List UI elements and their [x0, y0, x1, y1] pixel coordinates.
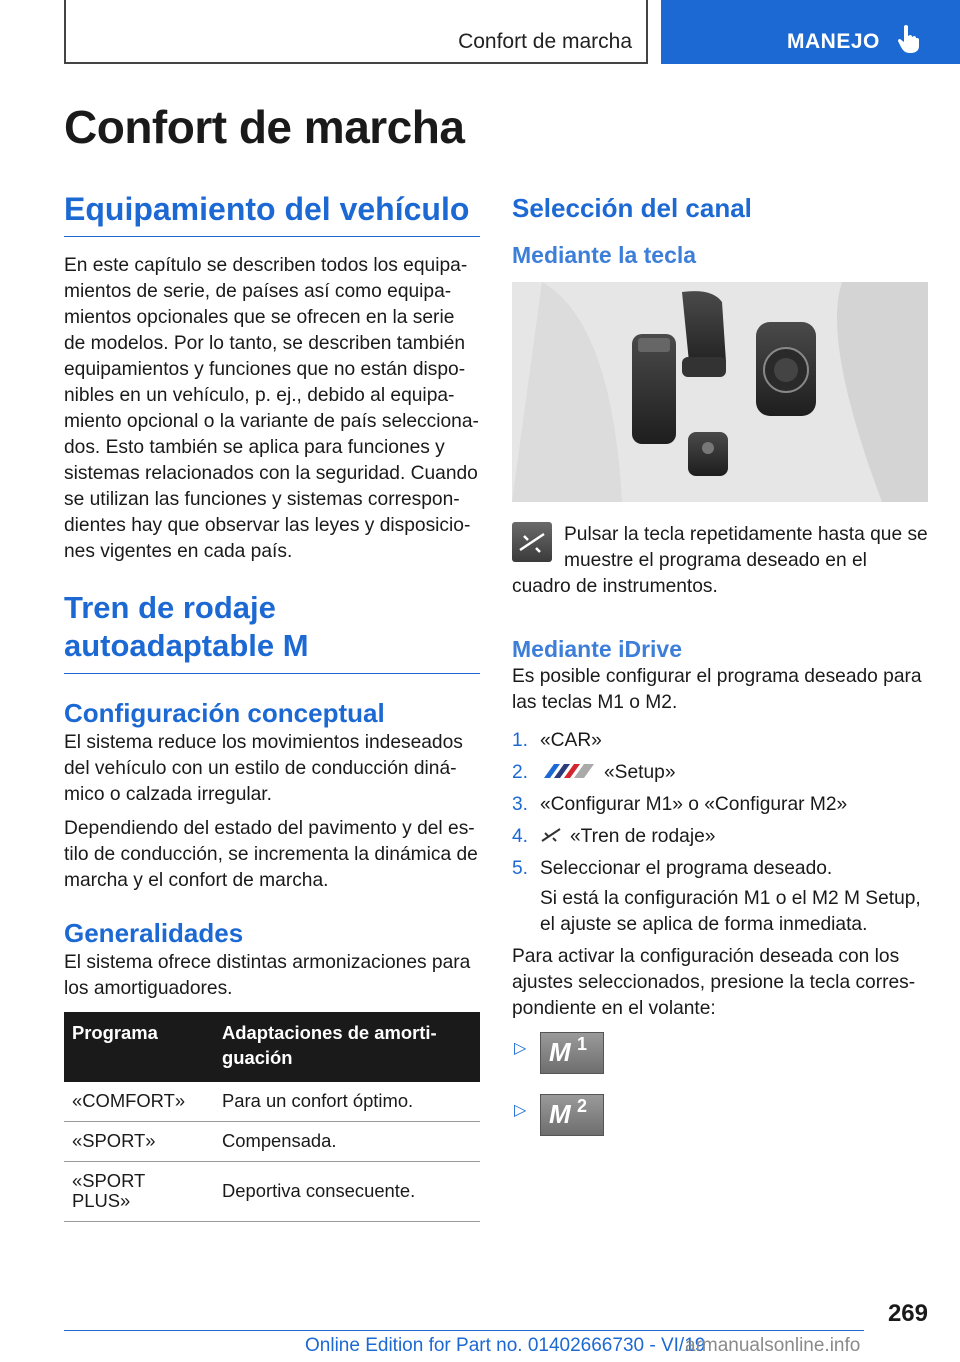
step-number: 1.	[512, 730, 529, 751]
idrive-text: Es posible configurar el programa deseado para las teclas M1 o M2.	[512, 666, 922, 713]
step-text: «Setup»	[604, 762, 676, 783]
section-title-seleccion-canal: Selección del canal	[512, 193, 752, 223]
step-text: «Configurar M1» o «Configurar M2»	[540, 794, 848, 815]
list-item	[512, 792, 928, 818]
table-cell-adaptacion: Para un confort óptimo.	[214, 1082, 480, 1122]
table-header-adaptaciones: Adaptaciones de amortiguación	[214, 1012, 480, 1082]
page-number: 269	[887, 1300, 928, 1327]
step-text: «CAR»	[540, 730, 602, 751]
section-divider	[64, 673, 480, 674]
footer-watermark: armanualsonline.info	[685, 1335, 861, 1356]
table-cell-adaptacion: Compensada.	[214, 1122, 480, 1162]
damping-programs-table	[64, 1012, 480, 1222]
footer-divider	[64, 1330, 864, 1331]
table-cell-programa: «SPORT»	[64, 1122, 214, 1162]
pointing-hand-icon	[895, 24, 921, 54]
chassis-icon	[540, 826, 562, 844]
header-chapter-box	[64, 0, 648, 64]
center-console-illustration	[512, 282, 928, 502]
footer-edition: Online Edition for Part no. 01402666730 - VI/19	[305, 1335, 706, 1356]
step-number: 2.	[512, 762, 529, 783]
step-number: 4.	[512, 826, 529, 847]
m1-key-icon: M 1	[540, 1032, 604, 1074]
page-title: Confort de marcha	[64, 101, 465, 153]
subsection-title-mediante-tecla: Mediante la tecla	[512, 242, 697, 268]
table-header-row	[64, 1012, 480, 1082]
center-console-photo	[512, 282, 928, 502]
subsection-title-configuracion: Configuración conceptual	[64, 698, 385, 728]
list-item	[512, 728, 928, 754]
step-subtext: Si está la configuración M1 o el M2 M Setup, el ajuste se aplica de forma inmediata.	[540, 888, 921, 935]
right-column	[512, 190, 928, 1150]
header-section-label: MANEJO	[787, 30, 880, 53]
key-instruction-text: Pulsar la tecla repetidamente hasta que se muestre el programa deseado en el cuadro de instrumentos.	[512, 524, 928, 597]
configuracion-text-1: El sistema reduce los movimientos indeseados del vehículo con un estilo de conducción dinámico o calzada irregular.	[64, 732, 463, 805]
m2-key-item	[512, 1094, 928, 1146]
left-column	[64, 190, 480, 1222]
step-number: 5.	[512, 858, 529, 879]
equipamiento-text: En este capítulo se describen todos los equipamientos de serie, de países así como equipamientos opcionales que se ofrecen en la serie de modelos. Por lo tanto, se describen también equipamientos y funciones que no están disponibles en un vehículo, p. ej., debido al equipamiento opcional o la variante de país seleccionados. Esto también se aplica para funciones y sistemas relacionados con la seguridad. Cuando se utilizan las funciones y sistemas correspondientes hay que observar las leyes y disposiciones vigentes en cada país.	[64, 255, 479, 562]
subsection-title-mediante-idrive: Mediante iDrive	[512, 636, 682, 662]
triangle-bullet-icon: ▷	[514, 1040, 527, 1057]
step-text: Seleccionar el programa deseado.	[540, 858, 833, 879]
section-title-tren-rodaje: Tren de rodaje autoadaptable M	[64, 590, 309, 663]
step-number: 3.	[512, 794, 529, 815]
table-cell-adaptacion: Deportiva consecuente.	[214, 1162, 480, 1222]
section-title-equipamiento: Equipamiento del vehículo	[64, 191, 470, 227]
m-stripes-icon	[540, 762, 596, 780]
configuracion-text-2: Dependiendo del estado del pavimento y del estilo de conducción, se incrementa la dinámica de marcha y el confort de marcha.	[64, 818, 478, 891]
list-item	[512, 856, 928, 938]
header-section-tab[interactable]	[661, 0, 960, 64]
table-cell-programa: «SPORT PLUS»	[64, 1162, 214, 1222]
generalidades-text: El sistema ofrece distintas armonizaciones para los amortiguadores.	[64, 952, 471, 999]
header-chapter-title: Confort de marcha	[458, 30, 632, 53]
table-row	[64, 1082, 480, 1122]
triangle-bullet-icon: ▷	[514, 1102, 527, 1119]
list-item	[512, 760, 928, 786]
key-instruction	[512, 522, 928, 608]
m1-key-item	[512, 1032, 928, 1084]
table-row	[64, 1162, 480, 1222]
section-divider	[64, 236, 480, 237]
table-header-programa: Programa	[64, 1012, 214, 1082]
activate-text: Para activar la configuración deseada con los ajustes seleccionados, presione la tecla correspondiente en el volante:	[512, 946, 916, 1019]
m2-key-icon: M 2	[540, 1094, 604, 1136]
list-item	[512, 824, 928, 850]
chassis-setting-key-icon	[512, 522, 552, 562]
table-row	[64, 1122, 480, 1162]
subsection-title-generalidades: Generalidades	[64, 918, 244, 948]
step-text: «Tren de rodaje»	[570, 826, 716, 847]
idrive-steps-list	[512, 728, 928, 938]
table-cell-programa: «COMFORT»	[64, 1082, 214, 1122]
